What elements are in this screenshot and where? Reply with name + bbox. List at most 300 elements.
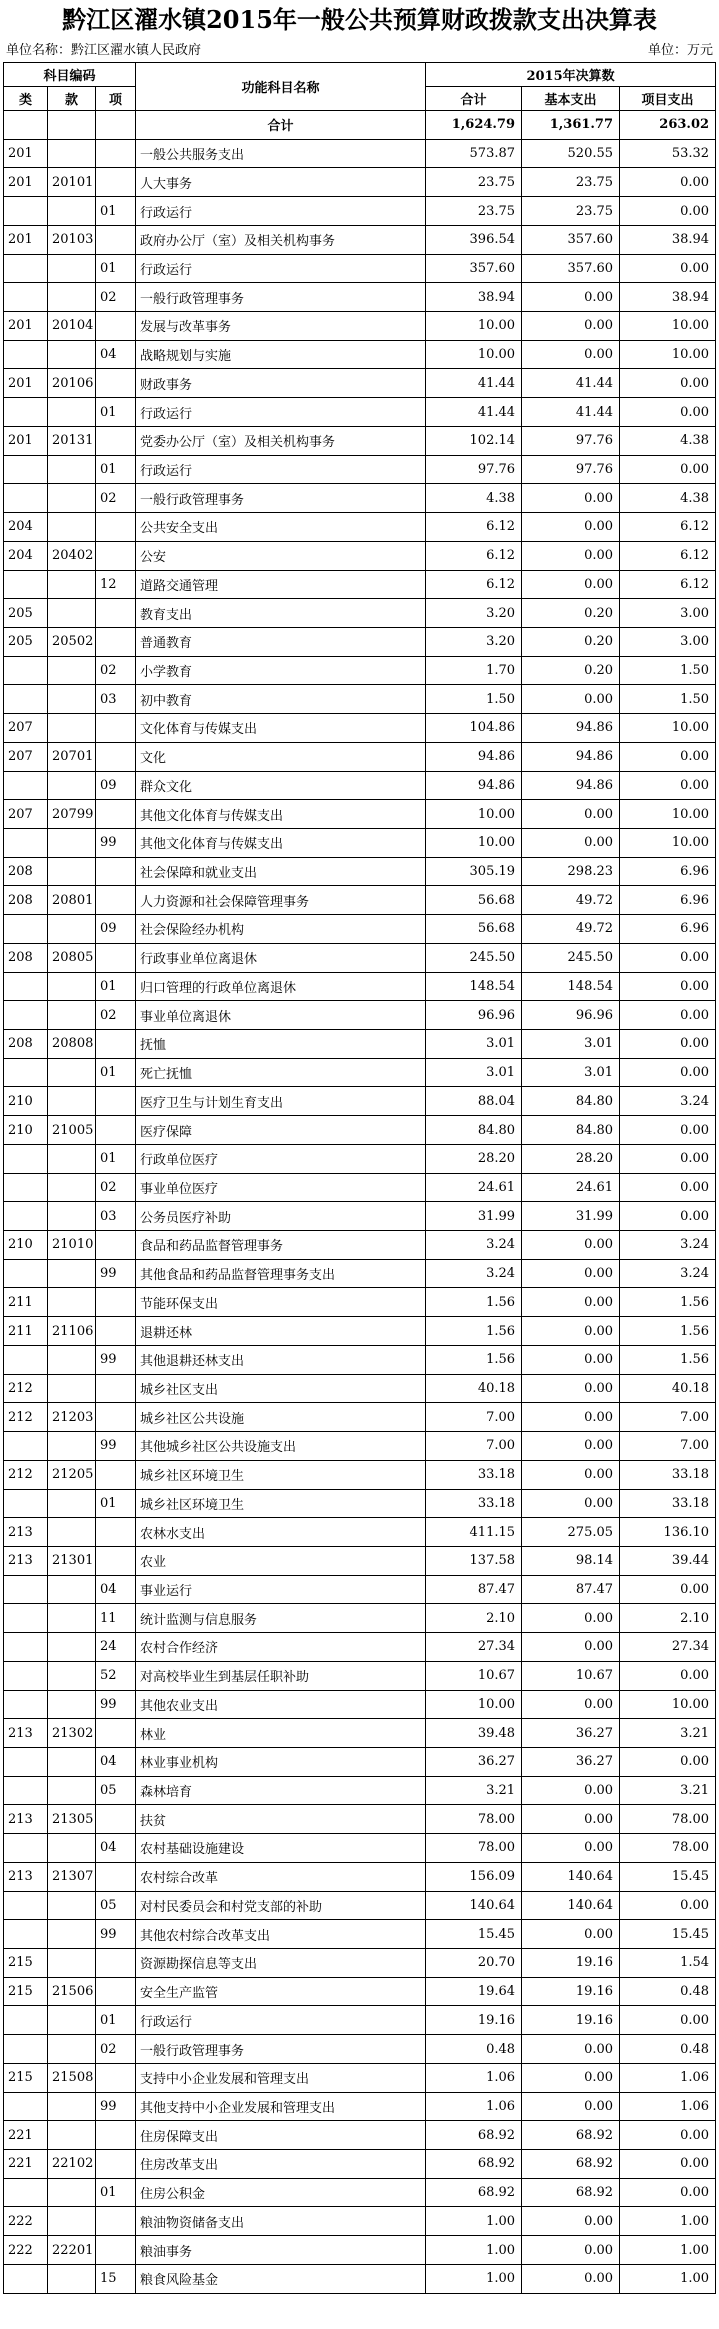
cell-kuan xyxy=(48,398,96,427)
cell-xiang: 04 xyxy=(96,1575,136,1604)
cell-name: 节能环保支出 xyxy=(136,1288,426,1317)
table-row xyxy=(4,1661,716,1690)
cell-project: 3.00 xyxy=(620,599,716,628)
table-row xyxy=(4,2150,716,2179)
cell-kuan: 22102 xyxy=(48,2150,96,2179)
cell-lei xyxy=(4,283,48,312)
cell-name: 资源勘探信息等支出 xyxy=(136,1949,426,1978)
cell-project: 38.94 xyxy=(620,283,716,312)
cell-lei xyxy=(4,1173,48,1202)
cell-kuan: 21305 xyxy=(48,1805,96,1834)
cell-basic: 10.67 xyxy=(522,1661,620,1690)
cell-xiang: 12 xyxy=(96,570,136,599)
cell-xiang: 01 xyxy=(96,2006,136,2035)
cell-xiang xyxy=(96,2150,136,2179)
cell-kuan: 20701 xyxy=(48,742,96,771)
cell-project: 7.00 xyxy=(620,1432,716,1461)
cell-name: 农业 xyxy=(136,1546,426,1575)
cell-project: 39.44 xyxy=(620,1546,716,1575)
cell-project: 40.18 xyxy=(620,1374,716,1403)
cell-lei xyxy=(4,2092,48,2121)
cell-xiang: 99 xyxy=(96,828,136,857)
table-row xyxy=(4,283,716,312)
cell-basic: 94.86 xyxy=(522,742,620,771)
cell-lei: 207 xyxy=(4,742,48,771)
cell-project: 1.56 xyxy=(620,1345,716,1374)
table-row xyxy=(4,771,716,800)
cell-total: 97.76 xyxy=(426,455,522,484)
cell-project: 4.38 xyxy=(620,484,716,513)
cell-name: 行政运行 xyxy=(136,455,426,484)
cell-lei: 208 xyxy=(4,1030,48,1059)
cell-basic: 68.92 xyxy=(522,2121,620,2150)
cell-xiang: 09 xyxy=(96,771,136,800)
cell-name: 其他农业支出 xyxy=(136,1690,426,1719)
cell-xiang xyxy=(96,1977,136,2006)
cell-name: 医疗保障 xyxy=(136,1116,426,1145)
cell-total: 1.00 xyxy=(426,2207,522,2236)
cell-xiang: 09 xyxy=(96,915,136,944)
cell-basic: 140.64 xyxy=(522,1862,620,1891)
cell-total: 357.60 xyxy=(426,254,522,283)
table-row xyxy=(4,1030,716,1059)
table-row xyxy=(4,1202,716,1231)
cell-kuan xyxy=(48,1776,96,1805)
cell-name: 对村民委员会和村党支部的补助 xyxy=(136,1891,426,1920)
cell-name: 其他支持中小企业发展和管理支出 xyxy=(136,2092,426,2121)
cell-xiang xyxy=(96,1374,136,1403)
cell-project: 0.00 xyxy=(620,2178,716,2207)
table-row xyxy=(4,2178,716,2207)
cell-lei xyxy=(4,2006,48,2035)
cell-total: 96.96 xyxy=(426,1001,522,1030)
cell-project: 0.00 xyxy=(620,2150,716,2179)
table-row xyxy=(4,1403,716,1432)
cell-total: 3.01 xyxy=(426,1058,522,1087)
cell-total: 1.56 xyxy=(426,1288,522,1317)
cell-xiang xyxy=(96,139,136,168)
cell-name: 事业单位离退休 xyxy=(136,1001,426,1030)
cell-project: 3.21 xyxy=(620,1719,716,1748)
cell-name: 粮油事务 xyxy=(136,2236,426,2265)
cell-kuan: 20502 xyxy=(48,627,96,656)
cell-total: 305.19 xyxy=(426,857,522,886)
cell-kuan: 20131 xyxy=(48,426,96,455)
cell-kuan: 21106 xyxy=(48,1317,96,1346)
table-row xyxy=(4,1719,716,1748)
cell-lei xyxy=(4,398,48,427)
cell-lei: 204 xyxy=(4,541,48,570)
cell-name: 归口管理的行政单位离退休 xyxy=(136,972,426,1001)
table-row xyxy=(4,1949,716,1978)
cell-basic: 97.76 xyxy=(522,455,620,484)
cell-lei xyxy=(4,685,48,714)
cell-basic: 357.60 xyxy=(522,254,620,283)
cell-lei xyxy=(4,2264,48,2293)
cell-xiang xyxy=(96,2121,136,2150)
cell-basic: 148.54 xyxy=(522,972,620,1001)
cell-project: 1.06 xyxy=(620,2063,716,2092)
cell-total: 7.00 xyxy=(426,1432,522,1461)
cell-name: 政府办公厅（室）及相关机构事务 xyxy=(136,225,426,254)
cell-kuan xyxy=(48,714,96,743)
cell-total: 19.64 xyxy=(426,1977,522,2006)
table-row xyxy=(4,254,716,283)
cell-name: 死亡抚恤 xyxy=(136,1058,426,1087)
cell-name: 其他食品和药品监督管理事务支出 xyxy=(136,1259,426,1288)
cell-project: 6.96 xyxy=(620,886,716,915)
cell-xiang: 01 xyxy=(96,1058,136,1087)
cell-basic: 36.27 xyxy=(522,1747,620,1776)
table-row xyxy=(4,398,716,427)
cell-project: 6.12 xyxy=(620,513,716,542)
cell-name: 社会保险经办机构 xyxy=(136,915,426,944)
cell-kuan: 22201 xyxy=(48,2236,96,2265)
cell-kuan xyxy=(48,1604,96,1633)
cell-project: 0.00 xyxy=(620,455,716,484)
cell-xiang: 02 xyxy=(96,1173,136,1202)
cell-lei: 210 xyxy=(4,1087,48,1116)
cell-basic: 3.01 xyxy=(522,1030,620,1059)
cell-xiang: 01 xyxy=(96,254,136,283)
unit-label: 单位：万元 xyxy=(647,43,713,58)
cell-lei: 201 xyxy=(4,225,48,254)
cell-basic: 0.00 xyxy=(522,685,620,714)
table-body xyxy=(4,111,716,2294)
cell-project: 136.10 xyxy=(620,1518,716,1547)
header-kuan: 款 xyxy=(48,87,96,111)
cell-project: 0.00 xyxy=(620,2006,716,2035)
cell-project: 1.54 xyxy=(620,1949,716,1978)
cell-lei: 215 xyxy=(4,1949,48,1978)
cell-project: 78.00 xyxy=(620,1834,716,1863)
cell-total: 87.47 xyxy=(426,1575,522,1604)
table-row xyxy=(4,2092,716,2121)
cell-name: 林业事业机构 xyxy=(136,1747,426,1776)
table-row xyxy=(4,828,716,857)
table-row xyxy=(4,1288,716,1317)
cell-name: 人大事务 xyxy=(136,168,426,197)
cell-total: 3.20 xyxy=(426,599,522,628)
cell-name: 行政运行 xyxy=(136,398,426,427)
table-row xyxy=(4,1489,716,1518)
cell-project: 0.00 xyxy=(620,1116,716,1145)
cell-basic: 0.00 xyxy=(522,340,620,369)
cell-kuan xyxy=(48,513,96,542)
cell-basic: 357.60 xyxy=(522,225,620,254)
cell-kuan: 20101 xyxy=(48,168,96,197)
cell-lei: 201 xyxy=(4,168,48,197)
cell-kuan xyxy=(48,111,96,140)
cell-basic: 0.20 xyxy=(522,627,620,656)
table-row xyxy=(4,2063,716,2092)
cell-name: 农村综合改革 xyxy=(136,1862,426,1891)
cell-total: 137.58 xyxy=(426,1546,522,1575)
cell-xiang xyxy=(96,1231,136,1260)
table-row xyxy=(4,168,716,197)
cell-kuan: 21508 xyxy=(48,2063,96,2092)
cell-project: 15.45 xyxy=(620,1862,716,1891)
cell-basic: 0.00 xyxy=(522,1776,620,1805)
cell-kuan xyxy=(48,570,96,599)
table-row xyxy=(4,513,716,542)
table-row xyxy=(4,1259,716,1288)
cell-basic: 1,361.77 xyxy=(522,111,620,140)
cell-project: 3.00 xyxy=(620,627,716,656)
cell-xiang xyxy=(96,742,136,771)
cell-kuan xyxy=(48,1747,96,1776)
cell-name: 粮油物资储备支出 xyxy=(136,2207,426,2236)
cell-xiang xyxy=(96,2236,136,2265)
cell-basic: 41.44 xyxy=(522,398,620,427)
cell-kuan: 20801 xyxy=(48,886,96,915)
cell-total: 27.34 xyxy=(426,1633,522,1662)
cell-total: 6.12 xyxy=(426,570,522,599)
cell-kuan: 20106 xyxy=(48,369,96,398)
cell-kuan xyxy=(48,972,96,1001)
table-row xyxy=(4,1518,716,1547)
table-row xyxy=(4,1776,716,1805)
cell-project: 1.00 xyxy=(620,2236,716,2265)
cell-name: 小学教育 xyxy=(136,656,426,685)
cell-total: 23.75 xyxy=(426,197,522,226)
cell-kuan xyxy=(48,828,96,857)
cell-kuan: 21010 xyxy=(48,1231,96,1260)
cell-basic: 0.00 xyxy=(522,1920,620,1949)
cell-lei xyxy=(4,2035,48,2064)
table-row xyxy=(4,972,716,1001)
table-row xyxy=(4,1231,716,1260)
expenditure-table xyxy=(3,62,716,2294)
cell-basic: 520.55 xyxy=(522,139,620,168)
cell-name: 住房公积金 xyxy=(136,2178,426,2207)
cell-name: 人力资源和社会保障管理事务 xyxy=(136,886,426,915)
cell-name: 合计 xyxy=(136,111,426,140)
table-row xyxy=(4,2264,716,2293)
cell-project: 263.02 xyxy=(620,111,716,140)
cell-lei xyxy=(4,484,48,513)
cell-lei: 207 xyxy=(4,714,48,743)
meta-bar xyxy=(0,40,719,62)
cell-xiang xyxy=(96,1116,136,1145)
cell-name: 城乡社区公共设施 xyxy=(136,1403,426,1432)
cell-kuan xyxy=(48,2207,96,2236)
cell-lei xyxy=(4,656,48,685)
cell-basic: 0.00 xyxy=(522,1805,620,1834)
cell-basic: 19.16 xyxy=(522,2006,620,2035)
cell-total: 1.06 xyxy=(426,2092,522,2121)
cell-project: 0.48 xyxy=(620,1977,716,2006)
cell-xiang: 01 xyxy=(96,1489,136,1518)
cell-total: 1,624.79 xyxy=(426,111,522,140)
cell-kuan: 20799 xyxy=(48,800,96,829)
cell-xiang xyxy=(96,627,136,656)
cell-lei: 222 xyxy=(4,2207,48,2236)
cell-total: 1.00 xyxy=(426,2236,522,2265)
cell-project: 0.00 xyxy=(620,1173,716,1202)
page-title: 黔江区濯水镇2015年一般公共预算财政拨款支出决算表 xyxy=(62,5,657,34)
cell-lei xyxy=(4,1633,48,1662)
cell-total: 10.00 xyxy=(426,312,522,341)
cell-lei: 212 xyxy=(4,1460,48,1489)
cell-lei xyxy=(4,1202,48,1231)
table-row xyxy=(4,312,716,341)
cell-basic: 0.20 xyxy=(522,599,620,628)
cell-project: 10.00 xyxy=(620,828,716,857)
cell-total: 33.18 xyxy=(426,1460,522,1489)
cell-total: 10.00 xyxy=(426,1690,522,1719)
cell-basic: 0.00 xyxy=(522,1489,620,1518)
cell-basic: 298.23 xyxy=(522,857,620,886)
cell-project: 10.00 xyxy=(620,312,716,341)
cell-basic: 19.16 xyxy=(522,1977,620,2006)
cell-name: 公共安全支出 xyxy=(136,513,426,542)
cell-project: 0.00 xyxy=(620,1747,716,1776)
table-row xyxy=(4,714,716,743)
cell-kuan xyxy=(48,2092,96,2121)
cell-basic: 0.20 xyxy=(522,656,620,685)
cell-basic: 0.00 xyxy=(522,828,620,857)
unit-name: 单位名称：黔江区濯水镇人民政府 xyxy=(6,43,202,58)
header-xiang: 项 xyxy=(96,87,136,111)
cell-total: 41.44 xyxy=(426,369,522,398)
table-row xyxy=(4,541,716,570)
cell-name: 一般行政管理事务 xyxy=(136,283,426,312)
cell-lei: 213 xyxy=(4,1805,48,1834)
cell-lei: 207 xyxy=(4,800,48,829)
cell-total: 10.00 xyxy=(426,340,522,369)
table-row xyxy=(4,1920,716,1949)
cell-xiang xyxy=(96,1862,136,1891)
cell-total: 84.80 xyxy=(426,1116,522,1145)
cell-xiang: 99 xyxy=(96,2092,136,2121)
table-row xyxy=(4,1690,716,1719)
cell-lei xyxy=(4,1575,48,1604)
cell-total: 28.20 xyxy=(426,1144,522,1173)
table-row xyxy=(4,369,716,398)
cell-xiang xyxy=(96,312,136,341)
cell-lei: 221 xyxy=(4,2150,48,2179)
cell-lei: 215 xyxy=(4,2063,48,2092)
cell-kuan xyxy=(48,1834,96,1863)
cell-total: 1.00 xyxy=(426,2264,522,2293)
cell-lei xyxy=(4,1690,48,1719)
cell-project: 0.00 xyxy=(620,398,716,427)
table-row xyxy=(4,742,716,771)
cell-basic: 0.00 xyxy=(522,1633,620,1662)
cell-name: 公安 xyxy=(136,541,426,570)
cell-total: 156.09 xyxy=(426,1862,522,1891)
table-row xyxy=(4,570,716,599)
cell-total: 20.70 xyxy=(426,1949,522,1978)
table-row xyxy=(4,857,716,886)
cell-basic: 140.64 xyxy=(522,1891,620,1920)
cell-name: 城乡社区环境卫生 xyxy=(136,1460,426,1489)
cell-total: 2.10 xyxy=(426,1604,522,1633)
cell-basic: 0.00 xyxy=(522,1317,620,1346)
cell-total: 0.48 xyxy=(426,2035,522,2064)
cell-project: 1.56 xyxy=(620,1317,716,1346)
cell-project: 0.00 xyxy=(620,2121,716,2150)
cell-basic: 0.00 xyxy=(522,2264,620,2293)
cell-project: 0.00 xyxy=(620,1202,716,1231)
cell-lei xyxy=(4,1001,48,1030)
cell-name: 农林水支出 xyxy=(136,1518,426,1547)
cell-basic: 0.00 xyxy=(522,2063,620,2092)
cell-xiang: 52 xyxy=(96,1661,136,1690)
cell-name: 森林培育 xyxy=(136,1776,426,1805)
cell-lei: 210 xyxy=(4,1231,48,1260)
cell-project: 0.00 xyxy=(620,943,716,972)
cell-kuan xyxy=(48,1144,96,1173)
table-row xyxy=(4,800,716,829)
cell-total: 10.00 xyxy=(426,800,522,829)
cell-project: 27.34 xyxy=(620,1633,716,1662)
table-row xyxy=(4,1633,716,1662)
cell-project: 0.00 xyxy=(620,168,716,197)
cell-basic: 0.00 xyxy=(522,1834,620,1863)
cell-xiang: 01 xyxy=(96,1144,136,1173)
cell-basic: 0.00 xyxy=(522,2092,620,2121)
cell-total: 3.24 xyxy=(426,1259,522,1288)
cell-kuan xyxy=(48,1920,96,1949)
cell-project: 6.12 xyxy=(620,570,716,599)
cell-total: 31.99 xyxy=(426,1202,522,1231)
cell-project: 0.00 xyxy=(620,1575,716,1604)
cell-xiang xyxy=(96,225,136,254)
cell-lei xyxy=(4,828,48,857)
cell-total: 10.00 xyxy=(426,828,522,857)
cell-xiang: 11 xyxy=(96,1604,136,1633)
table-row xyxy=(4,1805,716,1834)
cell-xiang: 04 xyxy=(96,1747,136,1776)
cell-project: 0.00 xyxy=(620,1661,716,1690)
cell-lei: 205 xyxy=(4,599,48,628)
cell-basic: 94.86 xyxy=(522,714,620,743)
cell-kuan xyxy=(48,1891,96,1920)
cell-name: 其他文化体育与传媒支出 xyxy=(136,828,426,857)
cell-name: 事业运行 xyxy=(136,1575,426,1604)
cell-basic: 94.86 xyxy=(522,771,620,800)
cell-project: 0.00 xyxy=(620,1001,716,1030)
cell-xiang: 04 xyxy=(96,1834,136,1863)
cell-lei xyxy=(4,570,48,599)
cell-total: 4.38 xyxy=(426,484,522,513)
cell-total: 39.48 xyxy=(426,1719,522,1748)
cell-kuan xyxy=(48,2121,96,2150)
cell-lei: 212 xyxy=(4,1403,48,1432)
cell-name: 粮食风险基金 xyxy=(136,2264,426,2293)
cell-total: 94.86 xyxy=(426,742,522,771)
cell-kuan xyxy=(48,857,96,886)
cell-total: 3.01 xyxy=(426,1030,522,1059)
cell-total: 41.44 xyxy=(426,398,522,427)
cell-basic: 0.00 xyxy=(522,2236,620,2265)
cell-kuan xyxy=(48,455,96,484)
cell-xiang xyxy=(96,714,136,743)
table-row xyxy=(4,1891,716,1920)
table-row xyxy=(4,1747,716,1776)
cell-name: 文化体育与传媒支出 xyxy=(136,714,426,743)
cell-project: 0.00 xyxy=(620,1030,716,1059)
cell-project: 0.00 xyxy=(620,771,716,800)
table-row xyxy=(4,484,716,513)
cell-xiang: 99 xyxy=(96,1259,136,1288)
cell-basic: 0.00 xyxy=(522,484,620,513)
header-subject-code: 科目编码 xyxy=(4,63,136,87)
cell-project: 10.00 xyxy=(620,340,716,369)
cell-total: 104.86 xyxy=(426,714,522,743)
